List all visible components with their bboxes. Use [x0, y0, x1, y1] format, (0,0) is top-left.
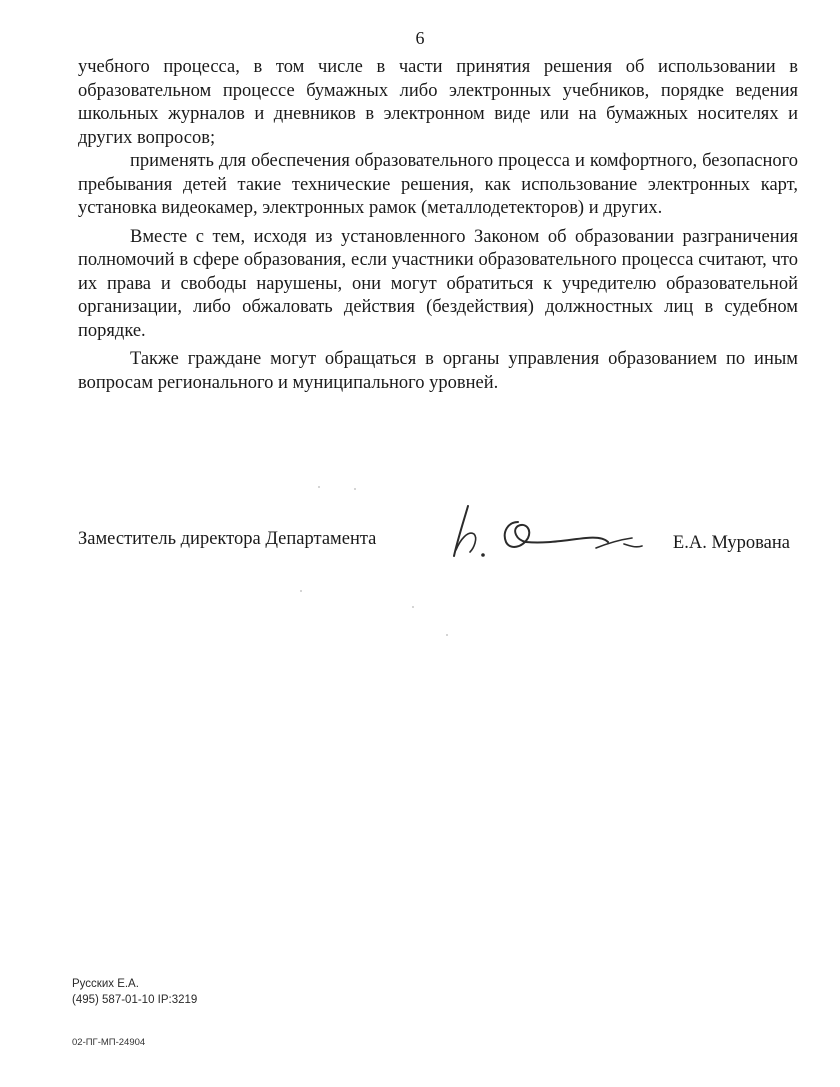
executor-phone: (495) 587-01-10 IP:3219	[72, 994, 198, 1006]
scan-speck	[446, 634, 448, 636]
page-number: 6	[415, 28, 425, 48]
signatory-name: Е.А. Мурована	[672, 533, 790, 553]
paragraph-technical-solutions: применять для обеспечения образовательного процесса и комфортного, безопасного пребывания детей такие технические решения, как использование электронных карт, установка видеокамер, электронных рамок (металлодетекторов) и других.	[78, 151, 798, 218]
scan-speck	[318, 486, 320, 488]
paragraph-authorities: Также граждане могут обращаться в органы управления образованием по иным вопросам регионального и муниципального уровней.	[78, 349, 798, 393]
paragraph-rights: Вместе с тем, исходя из установленного Законом об образовании разграничения полномочий в сфере образования, если участники образовательного процесса считают, что их права и свободы нарушены, они могут обратиться к учредителю образовательной организации, либо обжаловать действия (бездействия) должностных лиц в судебном порядке.	[78, 226, 798, 341]
signatory-position: Заместитель директора Департамента	[78, 529, 377, 549]
scan-speck	[354, 488, 356, 490]
signature-block	[78, 500, 798, 570]
executor-info	[72, 976, 197, 1008]
executor-name: Русских Е.А.	[72, 978, 139, 990]
handwritten-signature	[446, 500, 646, 564]
paragraph-continuation: учебного процесса, в том числе в части принятия решения об использовании в образовательном процессе бумажных либо электронных учебников, порядке ведения школьных журналов и дневников в электронном виде или на бумажных носителях и других вопросов;	[78, 57, 798, 148]
scan-speck	[412, 606, 414, 608]
letter-body	[78, 56, 798, 395]
scan-speck	[300, 590, 302, 592]
document-code: 02-ПГ-МП-24904	[72, 1037, 146, 1048]
